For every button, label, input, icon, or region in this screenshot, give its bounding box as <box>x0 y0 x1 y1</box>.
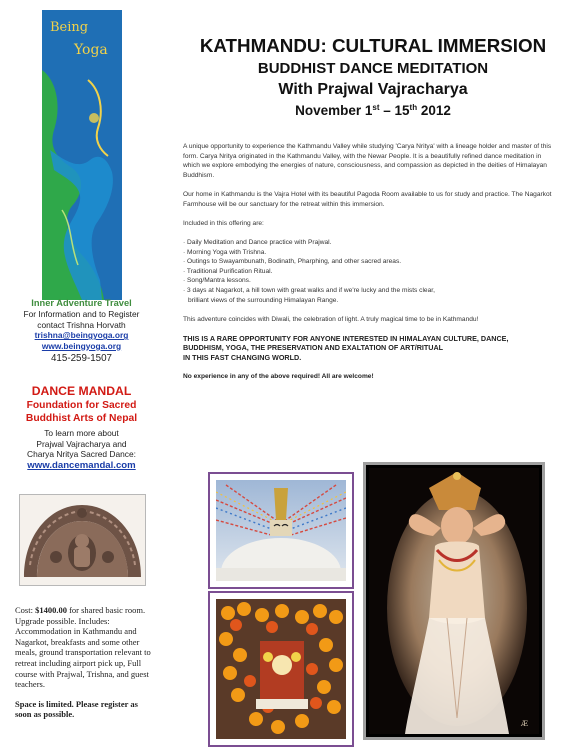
included-heading: Included in this offering are: <box>183 219 264 227</box>
logo-word-being: Being <box>50 20 89 35</box>
rare-opportunity-paragraph <box>183 334 558 363</box>
rare-line-2: BUDDHISM, YOGA, THE PRESERVATION AND EXALTATION OF ART/RITUAL <box>183 343 444 353</box>
list-item: · Morning Yoga with Trishna. <box>183 248 267 256</box>
stupa-photo <box>216 480 346 581</box>
cost-label: Cost: <box>15 605 36 615</box>
mandal-subtitle-1: Foundation for Sacred <box>26 400 137 411</box>
list-item: · Traditional Purification Ritual. <box>183 267 273 275</box>
page-title: KATHMANDU: CULTURAL IMMERSION <box>199 35 547 56</box>
rare-line-3: IN THIS FAST CHANGING WORLD. <box>183 353 302 363</box>
date-end-suffix: th <box>409 103 418 112</box>
list-item: · Outings to Swayambunath, Bodinath, Pharphing, and other sacred areas. <box>183 258 402 266</box>
learn-more-line-2: Prajwal Vajracharya and <box>36 438 127 449</box>
dancemandal-website-link[interactable]: www.dancemandal.com <box>27 459 136 471</box>
stupa-photo-frame <box>208 472 354 589</box>
teacher-line: With Prajwal Vajracharya <box>278 81 468 98</box>
date-start: November 1 <box>295 103 373 118</box>
email-link[interactable]: trishna@beingyoga.org <box>34 330 129 341</box>
dancer-photo <box>369 468 539 734</box>
cost-info <box>15 605 155 720</box>
list-item-continuation: brilliant views of the surrounding Himalayan Range. <box>188 296 339 304</box>
travel-title: Inner Adventure Travel <box>31 298 132 308</box>
beingyoga-website-link[interactable]: www.beingyoga.org <box>41 340 122 351</box>
contact-name-line: contact Trishna Horvath <box>37 319 126 330</box>
marigold-market-photo <box>216 599 346 739</box>
travel-contact-block <box>0 297 163 365</box>
marigold-market-photo-frame <box>208 591 354 747</box>
diwali-paragraph: This adventure coincides with Diwali, the celebration of light. A truly magical time to be in Kathmandu! <box>183 315 479 323</box>
page-subtitle: BUDDHIST DANCE MEDITATION <box>257 60 489 77</box>
space-limited-note: Space is limited. Please register as soon as possible. <box>15 698 138 720</box>
cost-amount: $1400.00 <box>35 605 67 615</box>
phone-number: 415-259-1507 <box>50 353 112 365</box>
svg-text:Æ: Æ <box>521 720 529 728</box>
learn-more-line-3: Charya Nritya Sacred Dance: <box>27 449 136 460</box>
learn-more-line-1: To learn more about <box>44 428 119 438</box>
being-yoga-logo <box>42 10 122 300</box>
carved-torana-image <box>19 494 146 586</box>
list-item: · Daily Meditation and Dance practice with Prajwal. <box>183 238 332 246</box>
description-body <box>183 142 558 391</box>
included-list <box>183 238 558 305</box>
list-item: · 3 days at Nagarkot, a hill town with great walks and if we're lucky and the mists clear, <box>183 286 435 294</box>
event-dates <box>183 101 563 120</box>
cost-details <box>15 605 155 690</box>
date-end: – 15 <box>379 103 410 118</box>
welcome-note: No experience in any of the above required! All are welcome! <box>183 373 374 381</box>
cost-description: for shared basic room. Upgrade possible. Includes: Accommodation in Kathmandu and Nagarkot, breakfasts and some other meals, ground transportation relevant to retreat including airport pick up, Full course with Prajwal, Trishna, and guest teachers. <box>15 605 151 690</box>
intro-paragraph: A unique opportunity to experience the Kathmandu Valley while studying 'Carya Nritya' with a lineage holder and master of this form. Carya Nritya originated in the Kathmandu Valley, with the Newar People. It is a beautifully refined dance meditation in which we explore embodying the energies of nature, consciousness, and compassion as depicted in the deities of Himalayan Buddhism. <box>183 143 552 179</box>
date-start-suffix: st <box>372 103 380 112</box>
dance-mandal-title: DANCE MANDAL <box>31 384 132 398</box>
flyer-header <box>183 35 563 120</box>
list-item: · Song/Mantra lessons. <box>183 277 251 285</box>
logo-word-yoga: Yoga <box>74 42 108 58</box>
date-year: 2012 <box>417 103 451 118</box>
register-info-line: For Information and to Register <box>23 309 140 319</box>
mandal-subtitle-2: Buddhist Arts of Nepal <box>25 413 138 424</box>
dance-mandal-block <box>0 384 163 472</box>
rare-line-1: THIS IS A RARE OPPORTUNITY FOR ANYONE INTERESTED IN HIMALAYAN CULTURE, DANCE, <box>183 333 509 343</box>
dancer-photo-frame <box>363 462 545 740</box>
hotel-paragraph: Our home in Kathmandu is the Vajra Hotel with its beautiful Pagoda Room available to us for study and practice. The Nagarkot Farmhouse will be our sanctuary for the retreat within this immersion. <box>183 190 552 208</box>
